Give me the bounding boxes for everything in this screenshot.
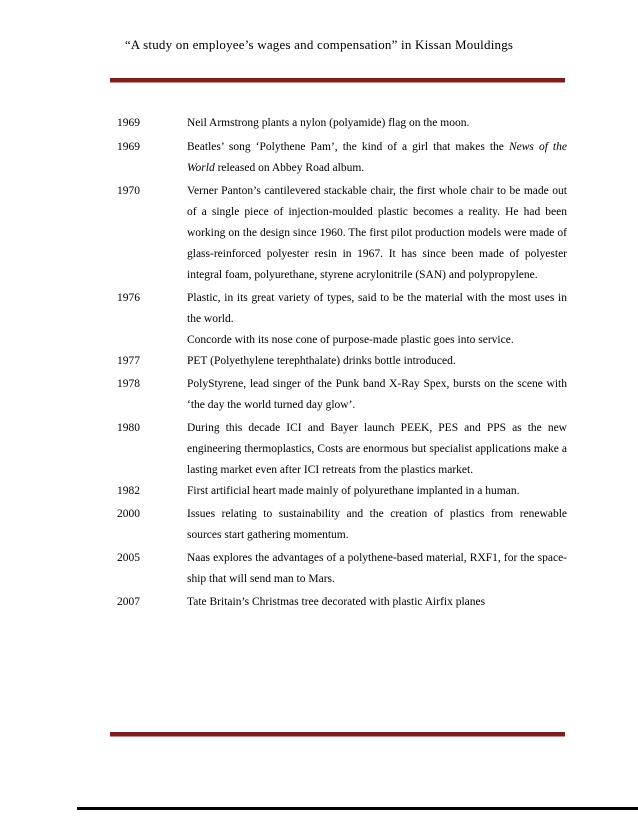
entry-text-part: Beatles’ song ‘Polythene Pam’, the kind of a girl that makes the [187, 141, 509, 153]
entry-year: 1977 [117, 355, 140, 367]
entry-text: Verner Panton’s cantilevered stackable chair, the first whole chair to be made out of a single piece of injection-moulded plastic becomes a reality. He had been working on the design since 1960. The first pilot production models were made of glass-reinforced polyester resin in 1967. It has since been made of polyester integral foam, polyurethane, styrene acrylonitrile (SAN) and polypropylene. [187, 185, 567, 281]
entry-text: PolyStyrene, lead singer of the Punk band X-Ray Spex, bursts on the scene with ‘the day the world turned day glow’. [187, 378, 567, 411]
entry-text: Naas explores the advantages of a polythene-based material, RXF1, for the space-ship that will send man to Mars. [187, 552, 567, 585]
timeline-entry [117, 374, 567, 416]
entry-text: Neil Armstrong plants a nylon (polyamide) flag on the moon. [187, 117, 470, 129]
entry-year: 1969 [117, 141, 140, 153]
entry-year: 1980 [117, 422, 140, 434]
entry-year: 1970 [117, 185, 140, 197]
entry-text-part: released on Abbey Road album. [214, 162, 365, 174]
entry-year: 1982 [117, 485, 140, 497]
entry-year: 2007 [117, 596, 140, 608]
timeline-entry [117, 181, 567, 286]
header-rule [110, 78, 565, 83]
entry-year: 1978 [117, 378, 140, 390]
timeline-entry [117, 418, 567, 481]
entry-year: 1969 [117, 117, 140, 129]
entry-text: Tate Britain’s Christmas tree decorated with plastic Airfix planes [187, 596, 486, 608]
entry-text: PET (Polyethylene terephthalate) drinks bottle introduced. [187, 355, 456, 367]
timeline-entry [117, 137, 567, 179]
entry-text: During this decade ICI and Bayer launch PEEK, PES and PPS as the new engineering thermoplastics, Costs are enormous but specialist applications make a lasting market even after ICI retreats from the plastics market. [187, 422, 567, 476]
entry-text [187, 137, 567, 179]
page-header: “A study on employee’s wages and compensation” in Kissan Mouldings [124, 37, 514, 52]
timeline-entry [117, 330, 567, 351]
timeline-entry [117, 504, 567, 546]
entry-text: Concorde with its nose cone of purpose-made plastic goes into service. [187, 334, 514, 346]
entry-text: Issues relating to sustainability and the creation of plastics from renewable sources start gathering momentum. [187, 508, 567, 541]
entry-year: 1976 [117, 292, 140, 304]
footer-rule [110, 732, 565, 737]
timeline-entry [117, 113, 567, 134]
entry-text: Plastic, in its great variety of types, said to be the material with the most uses in the world. [187, 292, 567, 325]
page-bottom-bar [77, 807, 638, 810]
entry-text: First artificial heart made mainly of polyurethane implanted in a human. [187, 485, 520, 497]
entry-year [117, 330, 187, 351]
entry-year: 2000 [117, 508, 140, 520]
entry-text-emphasis: News of the World [187, 141, 567, 174]
timeline-entry [117, 288, 567, 330]
timeline-entry [117, 548, 567, 590]
timeline-entry [117, 592, 567, 613]
timeline-entry [117, 481, 567, 502]
entry-year: 2005 [117, 552, 140, 564]
timeline-table [117, 113, 567, 613]
timeline-entry [117, 351, 567, 372]
